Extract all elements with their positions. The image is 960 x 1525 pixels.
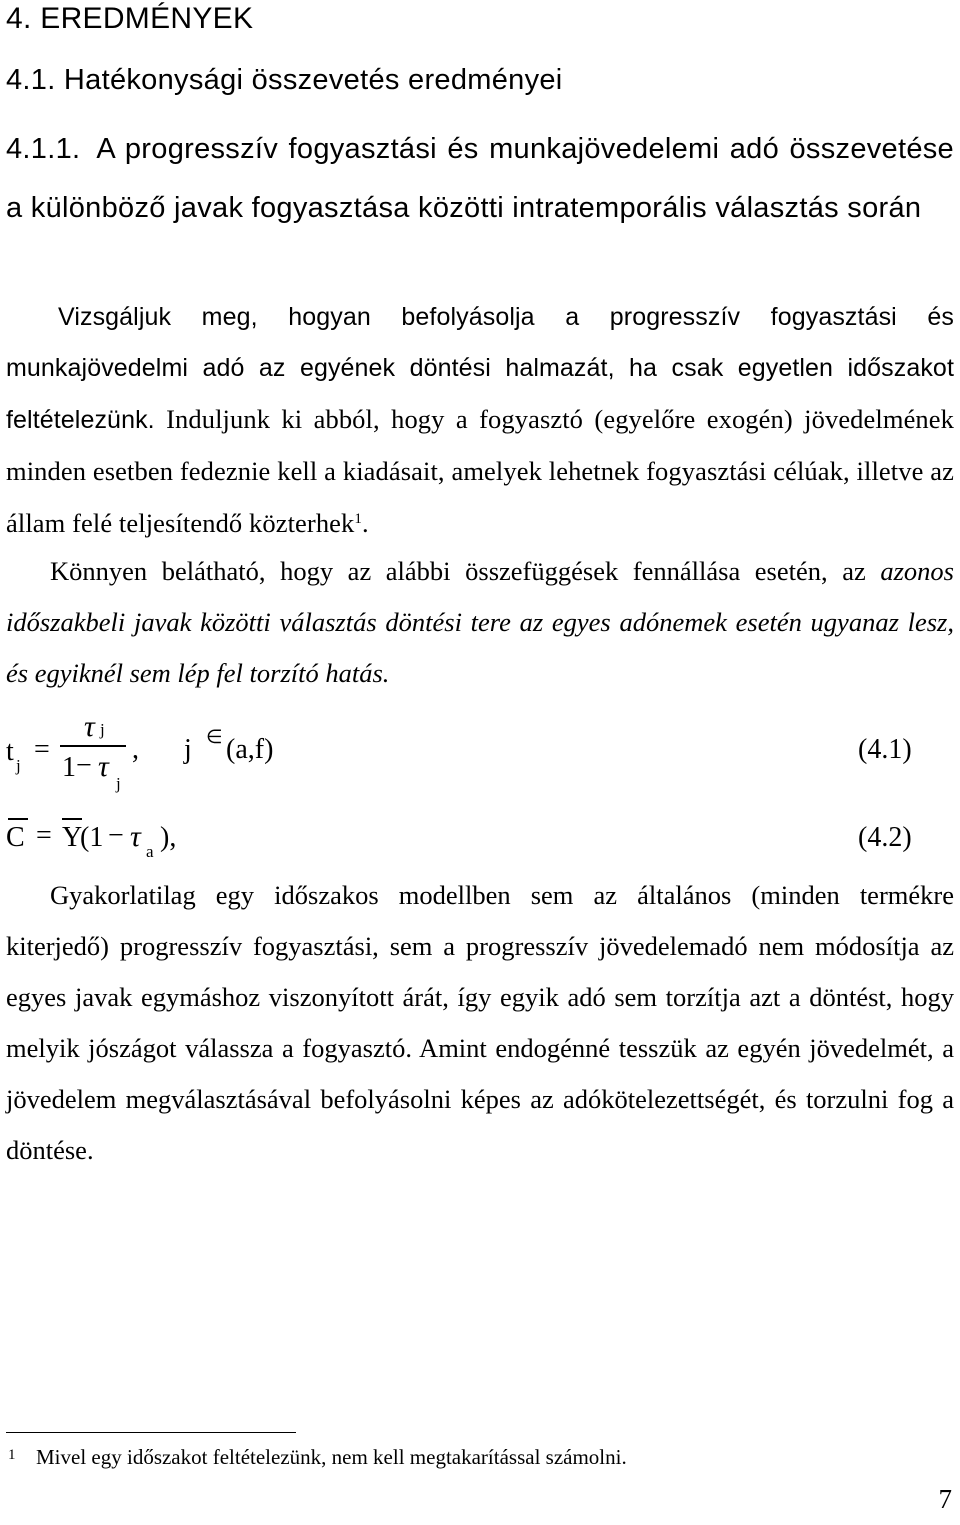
subsection-number: 4.1.1. bbox=[6, 133, 81, 165]
eq1-condition-var: j bbox=[184, 734, 192, 765]
eq2-tau-subscript: a bbox=[146, 842, 154, 861]
eq1-comma: , bbox=[132, 734, 139, 765]
paragraph-1-end: . bbox=[362, 508, 369, 538]
eq1-numerator-tau: τ bbox=[84, 710, 95, 743]
footnote-text: Mivel egy időszakot feltételezünk, nem kell megtakarítással számolni. bbox=[36, 1445, 627, 1469]
footnote: 1 Mivel egy időszakot feltételezünk, nem kell megtakarítással számolni. bbox=[8, 1445, 627, 1469]
paragraph-1-sans: Vizsgáljuk meg, hogyan befolyásolja a progresszív fogyasztási és munkajövedelmi adó az egyének döntési halmazát, ha csak egyetlen időszakot feltételezünk. bbox=[6, 303, 954, 434]
footnote-separator bbox=[6, 1432, 296, 1433]
paragraph-3: Gyakorlatilag egy időszakos modellben sem az általános (minden termékre kiterjedő) progresszív fogyasztási, sem a progresszív jövedelemadó nem módosítja az egyes javak egymáshoz viszonyított árát, így egyik adó sem torzítja azt a döntést, hogy melyik jószágot válassza a fogyasztó. Amint endogénné tesszük az egyén jövedelmét, a jövedelem megválasztásával befolyásolni képes az adókötelezettségét, és torzulni fog a döntése. bbox=[6, 880, 954, 1165]
subsection-heading bbox=[6, 120, 954, 238]
paragraph-1 bbox=[6, 292, 954, 550]
eq2-open: (1 bbox=[80, 822, 104, 853]
eq1-numerator-subscript: j bbox=[100, 720, 105, 739]
eq1-denominator-one: 1 bbox=[62, 752, 76, 783]
eq2-rhs-var: Y bbox=[62, 822, 83, 853]
eq2-tau: τ bbox=[130, 820, 141, 853]
paragraph-2-normal: Könnyen belátható, hogy az alábbi összefüggések fennállása esetén, az bbox=[50, 556, 881, 586]
eq2-label: (4.2) bbox=[858, 822, 912, 853]
equation-4-1 bbox=[0, 712, 960, 792]
subsection-title: A progresszív fogyasztási és munkajövedelemi adó összevetése a különböző javak fogyasztása közötti intratemporális választás során bbox=[6, 133, 954, 224]
eq1-element-of: ∈ bbox=[206, 727, 223, 748]
footnote-reference: 1 bbox=[354, 511, 362, 527]
eq1-lhs-subscript: j bbox=[16, 756, 21, 775]
paragraph-1-serif-text: Induljunk ki abból, hogy a fogyasztó (egyelőre exogén) jövedelmének minden esetben fedeznie kell a kiadásait, amelyek lehetnek fogyasztási célúak, illetve az állam felé teljesítendő közterhek bbox=[6, 404, 954, 538]
eq2-lhs: C bbox=[6, 822, 25, 853]
section-heading: 4.1. Hatékonysági összevetés eredményei bbox=[6, 64, 563, 96]
eq2-equals: = bbox=[36, 820, 52, 851]
eq1-equals: = bbox=[34, 734, 50, 765]
eq1-fraction-bar bbox=[60, 745, 126, 747]
eq1-denominator-subscript: j bbox=[116, 774, 121, 793]
eq1-denominator-tau: τ bbox=[98, 750, 109, 783]
page-number: 7 bbox=[938, 1484, 952, 1514]
eq2-minus: − bbox=[108, 820, 124, 851]
eq1-denominator-minus: − bbox=[76, 750, 92, 781]
paragraph-2-italic: azonos időszakbeli javak közötti választás döntési tere az egyes adónemek esetén ugyanaz lesz, és egyiknél sem lép fel torzító hatás. bbox=[6, 556, 954, 688]
eq1-lhs: t bbox=[6, 736, 14, 767]
eq2-c-overbar bbox=[8, 818, 28, 820]
paragraph-2 bbox=[6, 546, 954, 699]
chapter-heading: 4. EREDMÉNYEK bbox=[6, 2, 254, 35]
eq2-y-overbar bbox=[62, 818, 82, 820]
eq1-condition-set: (a,f) bbox=[226, 734, 274, 765]
eq2-close: ), bbox=[160, 822, 177, 853]
eq1-label: (4.1) bbox=[858, 734, 912, 765]
